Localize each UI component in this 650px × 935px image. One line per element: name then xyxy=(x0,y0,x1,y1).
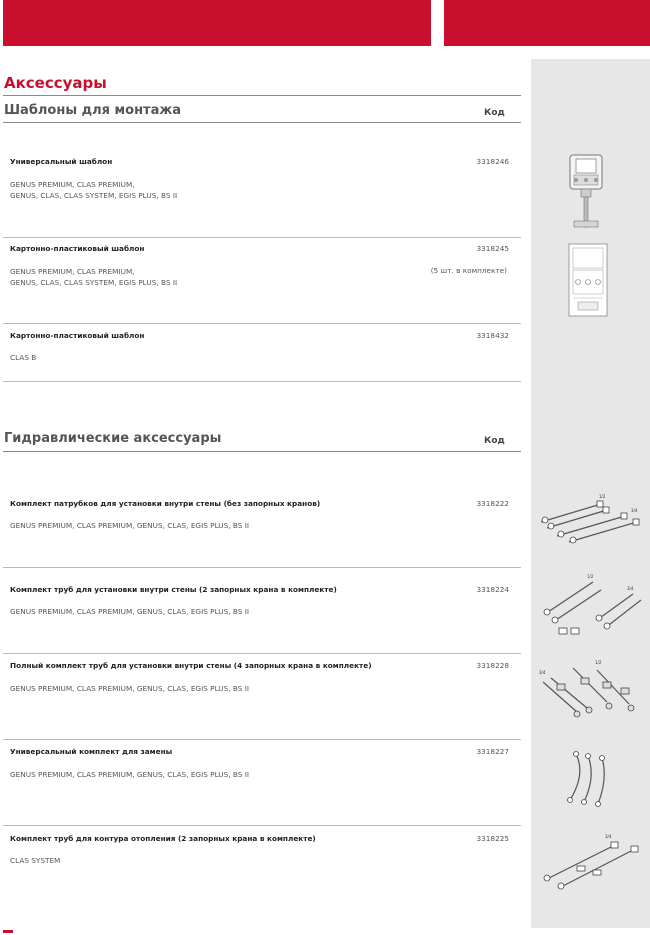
item-name: Универсальный шаблон xyxy=(10,157,113,166)
section-title-hydraulic: Гидравлические аксессуары xyxy=(4,431,222,446)
item-name: Полный комплект труб для установки внутри стены (4 запорных крана в комплекте) xyxy=(10,661,372,670)
item-code: 3318228 xyxy=(476,661,509,670)
svg-text:1/2: 1/2 xyxy=(599,494,606,499)
item-code: 3318222 xyxy=(476,499,509,508)
section-divider xyxy=(3,451,521,452)
svg-text:3/4: 3/4 xyxy=(627,586,634,591)
svg-text:3/4: 3/4 xyxy=(631,508,638,513)
pipe-fittings-icon xyxy=(537,492,645,548)
item-note: (5 шт. в комплекте) xyxy=(430,266,507,275)
footer-mark xyxy=(3,930,13,933)
cardboard-template-icon xyxy=(566,242,610,318)
row-divider xyxy=(3,323,521,324)
row-divider xyxy=(3,825,521,826)
page-title: Аксессуары xyxy=(4,74,107,92)
item-models: GENUS PREMIUM, CLAS PREMIUM, GENUS, CLAS, EGIS PLUS, BS II xyxy=(10,770,250,779)
item-name: Комплект труб для контура отопления (2 запорных крана в комплекте) xyxy=(10,834,316,843)
item-code: 3318245 xyxy=(476,244,509,253)
item-code: 3318225 xyxy=(476,834,509,843)
row-divider xyxy=(3,567,521,568)
item-models: GENUS, CLAS, CLAS SYSTEM, EGIS PLUS, BS II xyxy=(10,278,178,287)
item-models: GENUS PREMIUM, CLAS PREMIUM, GENUS, CLAS, EGIS PLUS, BS II xyxy=(10,684,250,693)
item-code: 3318432 xyxy=(476,331,509,340)
code-column-header: Код xyxy=(484,436,505,446)
svg-text:1/2: 1/2 xyxy=(595,660,602,665)
svg-text:1/2: 1/2 xyxy=(587,574,594,579)
title-divider xyxy=(3,95,521,96)
svg-text:3/4: 3/4 xyxy=(539,670,546,675)
item-code: 3318246 xyxy=(476,157,509,166)
item-name: Картонно-пластиковый шаблон xyxy=(10,244,145,253)
item-code: 3318224 xyxy=(476,585,509,594)
full-pipe-kit-icon xyxy=(537,658,647,722)
item-code: 3318227 xyxy=(476,747,509,756)
svg-text:3/4: 3/4 xyxy=(605,834,612,839)
row-divider xyxy=(3,739,521,740)
item-models: GENUS PREMIUM, CLAS PREMIUM, GENUS, CLAS, EGIS PLUS, BS II xyxy=(10,607,250,616)
row-divider xyxy=(3,381,521,382)
section-title-templates: Шаблоны для монтажа xyxy=(4,103,182,118)
row-divider xyxy=(3,653,521,654)
code-column-header: Код xyxy=(484,108,505,118)
heating-pipe-kit-icon xyxy=(537,832,645,894)
item-models: GENUS PREMIUM, CLAS PREMIUM, xyxy=(10,180,135,189)
replacement-kit-icon xyxy=(556,744,626,810)
item-models: GENUS, CLAS, CLAS SYSTEM, EGIS PLUS, BS II xyxy=(10,191,178,200)
section-divider xyxy=(3,122,521,123)
header-bar-left xyxy=(3,0,431,46)
item-name: Комплект труб для установки внутри стены (2 запорных крана в комплекте) xyxy=(10,585,337,594)
pipe-kit-icon xyxy=(537,570,645,638)
header-bar-right xyxy=(444,0,650,46)
item-models: CLAS SYSTEM xyxy=(10,856,61,865)
item-models: GENUS PREMIUM, CLAS PREMIUM, GENUS, CLAS, EGIS PLUS, BS II xyxy=(10,521,250,530)
item-models: CLAS B xyxy=(10,353,37,362)
item-name: Комплект патрубков для установки внутри стены (без запорных кранов) xyxy=(10,499,321,508)
item-name: Универсальный комплект для замены xyxy=(10,747,173,756)
row-divider xyxy=(3,237,521,238)
item-name: Картонно-пластиковый шаблон xyxy=(10,331,145,340)
mounting-template-icon xyxy=(566,153,606,231)
item-models: GENUS PREMIUM, CLAS PREMIUM, xyxy=(10,267,135,276)
